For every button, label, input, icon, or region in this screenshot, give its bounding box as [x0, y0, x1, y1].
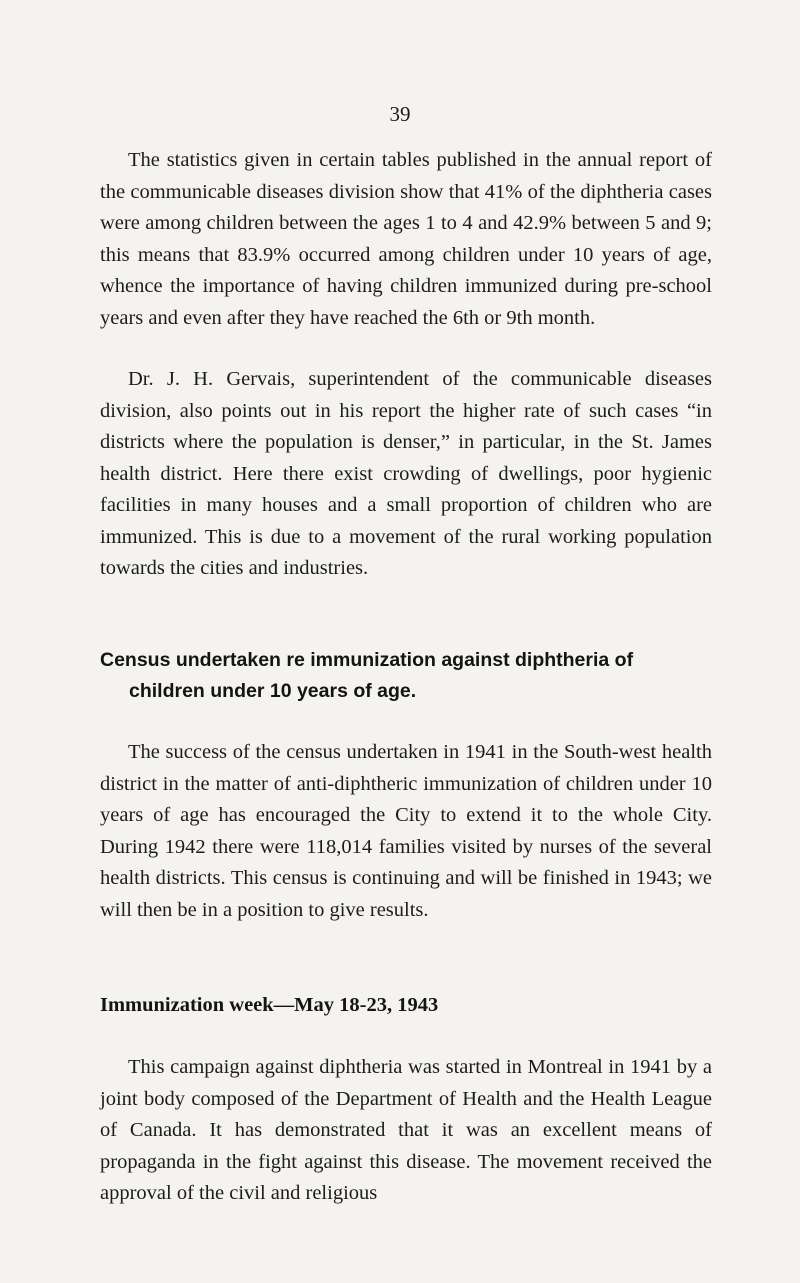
- heading-census-line-2: children under 10 years of age.: [129, 680, 417, 702]
- heading-immunization-week: Immunization week—May 18-23, 1943: [100, 994, 439, 1016]
- page-number: 39: [389, 102, 411, 126]
- paragraph-diphtheria-statistics: The statistics given in certain tables published in the annual report of the communicable diseases division show that 41% of the diphtheria cases were among children between the ages 1 to 4 and 42.9% between 5 and 9; this means that 83.9% occurred among children under 10 years of age, whence the importance of having children immunized during pre-school years and even after they have reached the 6th or 9th month.: [100, 149, 712, 329]
- heading-census: [100, 645, 720, 707]
- paragraph-gervais-report: Dr. J. H. Gervais, superintendent of the communicable diseases division, also points out in his report the higher rate of such cases “in districts where the population is denser,” in particular, in the St. James health district. Here there exist crowding of dwellings, poor hygienic facilities in many houses and a small proportion of children who are immunized. This is due to a movement of the rural working population towards the cities and industries.: [100, 368, 712, 579]
- paragraph-census-success: The success of the census undertaken in 1941 in the South-west health district in the matter of anti-diphtheric immunization of children under 10 years of age has encouraged the City to extend it to the whole City. During 1942 there were 118,014 families visited by nurses of the several health districts. This census is continuing and will be finished in 1943; we will then be in a position to give results.: [100, 741, 712, 921]
- paragraph-campaign: This campaign against diphtheria was started in Montreal in 1941 by a joint body composed of the Department of Health and the Health League of Canada. It has demonstrated that it was an excellent means of propaganda in the fight against this disease. The movement received the approval of the civil and religious: [100, 1056, 712, 1204]
- heading-census-line-1: Census undertaken re immunization against diphtheria of: [100, 649, 634, 671]
